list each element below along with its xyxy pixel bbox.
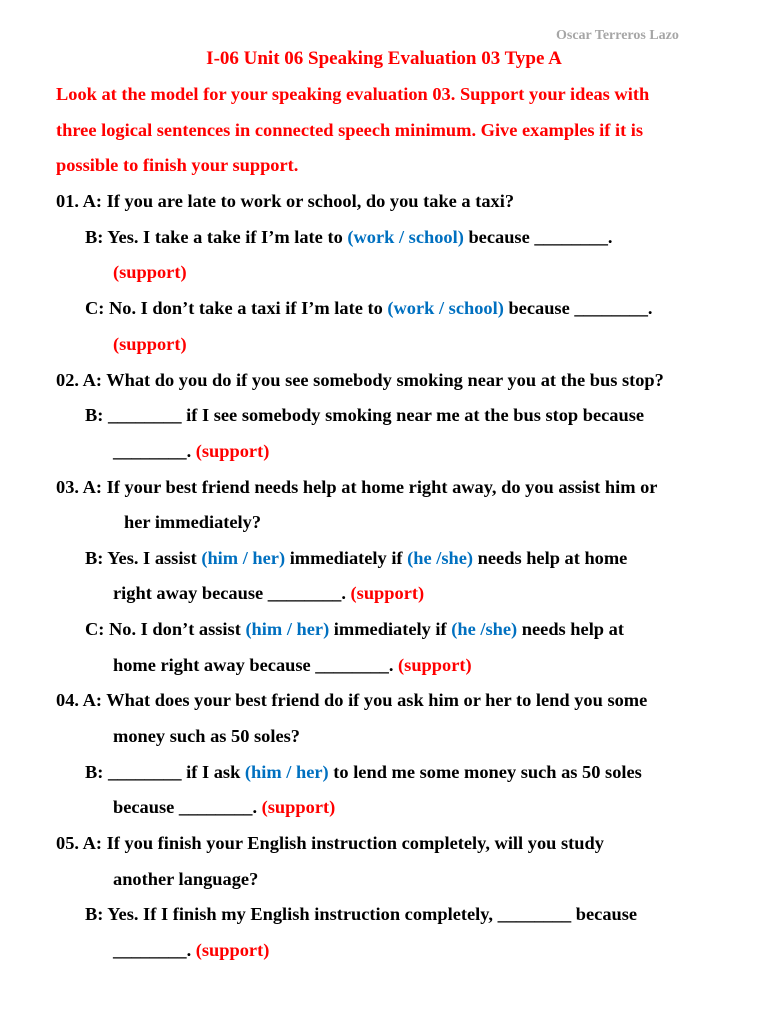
- q3-answer-c-line-2: [113, 655, 472, 676]
- q4-b-option: (him / her): [244, 762, 329, 782]
- q3-c-support: (support): [398, 655, 472, 675]
- q3-answer-b-line-2: [113, 583, 424, 604]
- q5-answer-b-line-2: [113, 940, 269, 961]
- q3-b-option-1: (him / her): [201, 548, 286, 568]
- q1-b-text: B: Yes. I take a take if I’m late to: [85, 227, 348, 247]
- q1-answer-b: [85, 227, 613, 248]
- q5-question-line-1: 05. A: If you finish your English instruction completely, will you study: [56, 833, 604, 853]
- q4-answer-b-line-2: [113, 797, 335, 818]
- q2-answer-b-line-1: B: ________ if I see somebody smoking near me at the bus stop because: [85, 405, 645, 425]
- q3-answer-c-line-1: [85, 619, 624, 640]
- q3-b-blank: right away because ________.: [113, 583, 351, 603]
- q3-c-mid: immediately if: [329, 619, 452, 639]
- q1-question: 01. A: If you are late to work or school, do you take a taxi?: [56, 191, 515, 211]
- instruction-line-1: Look at the model for your speaking evaluation 03. Support your ideas with: [56, 84, 650, 104]
- q2-b-support: (support): [195, 441, 270, 461]
- author-name: Oscar Terreros Lazo: [556, 28, 679, 43]
- q4-question-line-1: 04. A: What does your best friend do if you ask him or her to lend you some: [56, 690, 648, 710]
- q3-b-option-2: (he /she): [407, 548, 474, 568]
- q4-b-post: to lend me some money such as 50 soles: [328, 762, 642, 782]
- q3-question-line-1: 03. A: If your best friend needs help at home right away, do you assist him or: [56, 477, 658, 497]
- q1-c-blank: because ________.: [503, 298, 653, 318]
- q1-b-support: (support): [113, 262, 187, 282]
- q2-question: 02. A: What do you do if you see somebody smoking near you at the bus stop?: [56, 370, 664, 390]
- q3-b-post: needs help at home: [473, 548, 628, 568]
- q2-b-blank: ________.: [113, 441, 196, 461]
- q5-answer-b-line-1: B: Yes. If I finish my English instruction completely, ________ because: [85, 904, 638, 924]
- q4-b-blank: because ________.: [113, 797, 262, 817]
- q3-answer-b-line-1: [85, 548, 627, 569]
- q4-answer-b-line-1: [85, 762, 642, 783]
- q1-b-blank: because ________.: [463, 227, 613, 247]
- instruction-line-2: three logical sentences in connected speech minimum. Give examples if it is: [56, 120, 644, 140]
- q5-question-line-2: another language?: [113, 869, 259, 889]
- q4-b-text: B: ________ if I ask: [85, 762, 245, 782]
- q3-c-blank: home right away because ________.: [113, 655, 399, 675]
- q1-c-text: C: No. I don’t take a taxi if I’m late to: [85, 298, 388, 318]
- q3-c-option-2: (he /she): [451, 619, 518, 639]
- q4-question-line-2: money such as 50 soles?: [113, 726, 300, 746]
- q2-answer-b-line-2: [113, 441, 269, 462]
- instruction-line-3: possible to finish your support.: [56, 155, 299, 175]
- q3-b-text: B: Yes. I assist: [85, 548, 202, 568]
- q5-b-support: (support): [195, 940, 270, 960]
- q3-c-option-1: (him / her): [245, 619, 330, 639]
- q3-c-post: needs help at: [517, 619, 624, 639]
- q3-b-support: (support): [350, 583, 425, 603]
- q1-answer-c: [85, 298, 653, 319]
- q3-c-text: C: No. I don’t assist: [85, 619, 246, 639]
- page-title: I-06 Unit 06 Speaking Evaluation 03 Type A: [206, 48, 562, 69]
- q4-b-support: (support): [261, 797, 336, 817]
- q3-question-line-2: her immediately?: [124, 512, 262, 532]
- q5-b-blank: ________.: [113, 940, 196, 960]
- q3-b-mid: immediately if: [285, 548, 408, 568]
- q1-c-option: (work / school): [387, 298, 504, 318]
- q1-b-option: (work / school): [347, 227, 464, 247]
- q1-c-support: (support): [113, 334, 187, 354]
